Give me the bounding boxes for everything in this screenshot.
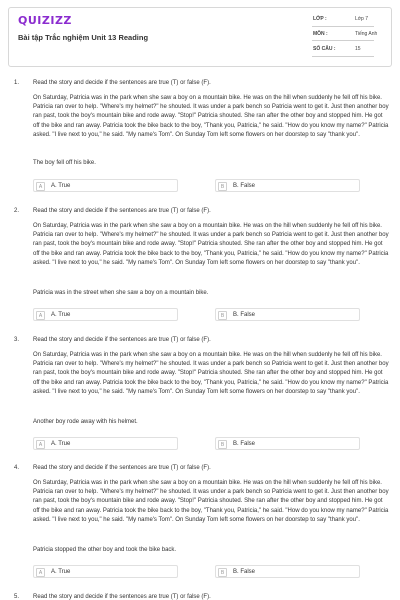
answer-option-a[interactable]	[33, 179, 178, 192]
option-text: A. True	[51, 441, 71, 447]
option-letter: B	[218, 311, 227, 320]
answer-option-b[interactable]	[215, 179, 360, 192]
question-statement: Patricia was in the street when she saw a boy on a mountain bike.	[33, 290, 209, 296]
meta-count-value: 15	[355, 46, 361, 52]
option-text: A. True	[51, 312, 71, 318]
answer-option-b[interactable]	[215, 437, 360, 450]
reading-passage: On Saturday, Patricia was in the park when she saw a boy on a mountain bike. He was on the hill when suddenly he fell off his bike. Patricia ran over to help. "Where's my helmet?" he shouted. It was under a park bench so Patricia went to get it. Just then another boy ran past, took the boy's mountain bike and rode away. "Stop!" Patricia shouted. She ran after the other boy and stopped him. He got off the bike and ran away. Patricia took the bike back to the boy, "Thank you, Patricia," he said. "How do you know my name?" Patricia asked. "I live next to you," he said. "My name's Tom". On Sunday Tom left some flowers on her doorstep to say "thank you".	[33, 480, 389, 523]
option-letter: B	[218, 182, 227, 191]
option-letter: B	[218, 440, 227, 449]
meta-grade	[313, 16, 368, 22]
option-letter: A	[36, 440, 45, 449]
question-statement: Another boy rode away with his helmet.	[33, 419, 138, 425]
meta-divider	[312, 40, 374, 41]
question-number: 5.	[14, 594, 20, 600]
meta-subject	[313, 31, 377, 37]
meta-count	[313, 46, 361, 52]
meta-divider	[312, 26, 374, 27]
answer-option-a[interactable]	[33, 308, 178, 321]
option-letter: B	[218, 568, 227, 577]
question-instruction: Read the story and decide if the sentences are true (T) or false (F).	[33, 208, 211, 214]
question-statement: Patricia stopped the other boy and took the bike back.	[33, 547, 177, 553]
meta-divider	[312, 56, 374, 57]
option-text: A. True	[51, 569, 71, 575]
answer-option-b[interactable]	[215, 565, 360, 578]
meta-subject-value: Tiếng Anh	[355, 31, 378, 37]
option-letter: A	[36, 182, 45, 191]
answer-option-a[interactable]	[33, 565, 178, 578]
reading-passage: On Saturday, Patricia was in the park when she saw a boy on a mountain bike. He was on the hill when suddenly he fell off his bike. Patricia ran over to help. "Where's my helmet?" he shouted. It was under a park bench so Patricia went to get it. Just then another boy ran past, took the boy's mountain bike and rode away. "Stop!" Patricia shouted. She ran after the other boy and stopped him. He got off the bike and ran away. Patricia took the bike back to the boy, "Thank you, Patricia," he said. "How do you know my name?" Patricia asked. "I live next to you," he said. "My name's Tom". On Sunday Tom left some flowers on her doorstep to say "thank you".	[33, 223, 389, 266]
question-number: 2.	[14, 208, 20, 214]
meta-count-label: SỐ CÂU :	[313, 46, 336, 52]
answer-option-b[interactable]	[215, 308, 360, 321]
option-text: B. False	[233, 312, 256, 318]
question-number: 4.	[14, 465, 20, 471]
worksheet-title: Bài tập Trắc nghiệm Unit 13 Reading	[18, 33, 149, 42]
meta-subject-label: MÔN :	[313, 31, 328, 37]
meta-grade-label: LỚP :	[313, 16, 327, 22]
question-instruction: Read the story and decide if the sentences are true (T) or false (F).	[33, 465, 211, 471]
quizizz-logo: QUIZIZZ	[18, 14, 72, 27]
reading-passage: On Saturday, Patricia was in the park when she saw a boy on a mountain bike. He was on the hill when suddenly he fell off his bike. Patricia ran over to help. "Where's my helmet?" he shouted. It was under a park bench so Patricia went to get it. Just then another boy ran past, took the boy's mountain bike and rode away. "Stop!" Patricia shouted. She ran after the other boy and stopped him. He got off the bike and ran away. Patricia took the bike back to the boy, "Thank you, Patricia," he said. "How do you know my name?" Patricia asked. "I live next to you," he said. "My name's Tom". On Sunday Tom left some flowers on her doorstep to say "thank you".	[33, 95, 389, 138]
option-text: B. False	[233, 441, 256, 447]
question-instruction: Read the story and decide if the sentences are true (T) or false (F).	[33, 594, 211, 600]
option-text: A. True	[51, 183, 71, 189]
meta-grade-value: Lớp 7	[355, 16, 369, 22]
reading-passage: On Saturday, Patricia was in the park when she saw a boy on a mountain bike. He was on the hill when suddenly he fell off his bike. Patricia ran over to help. "Where's my helmet?" he shouted. It was under a park bench so Patricia went to get it. Just then another boy ran past, took the boy's mountain bike and rode away. "Stop!" Patricia shouted. She ran after the other boy and stopped him. He got off the bike and ran away. Patricia took the bike back to the boy, "Thank you, Patricia," he said. "How do you know my name?" Patricia asked. "I live next to you," he said. "My name's Tom". On Sunday Tom left some flowers on her doorstep to say "thank you".	[33, 352, 389, 395]
question-number: 1.	[14, 80, 20, 86]
option-text: B. False	[233, 183, 256, 189]
question-instruction: Read the story and decide if the sentences are true (T) or false (F).	[33, 80, 211, 86]
option-letter: A	[36, 568, 45, 577]
question-statement: The boy fell off his bike.	[33, 160, 96, 166]
question-number: 3.	[14, 337, 20, 343]
option-text: B. False	[233, 569, 256, 575]
question-instruction: Read the story and decide if the sentences are true (T) or false (F).	[33, 337, 211, 343]
option-letter: A	[36, 311, 45, 320]
answer-option-a[interactable]	[33, 437, 178, 450]
